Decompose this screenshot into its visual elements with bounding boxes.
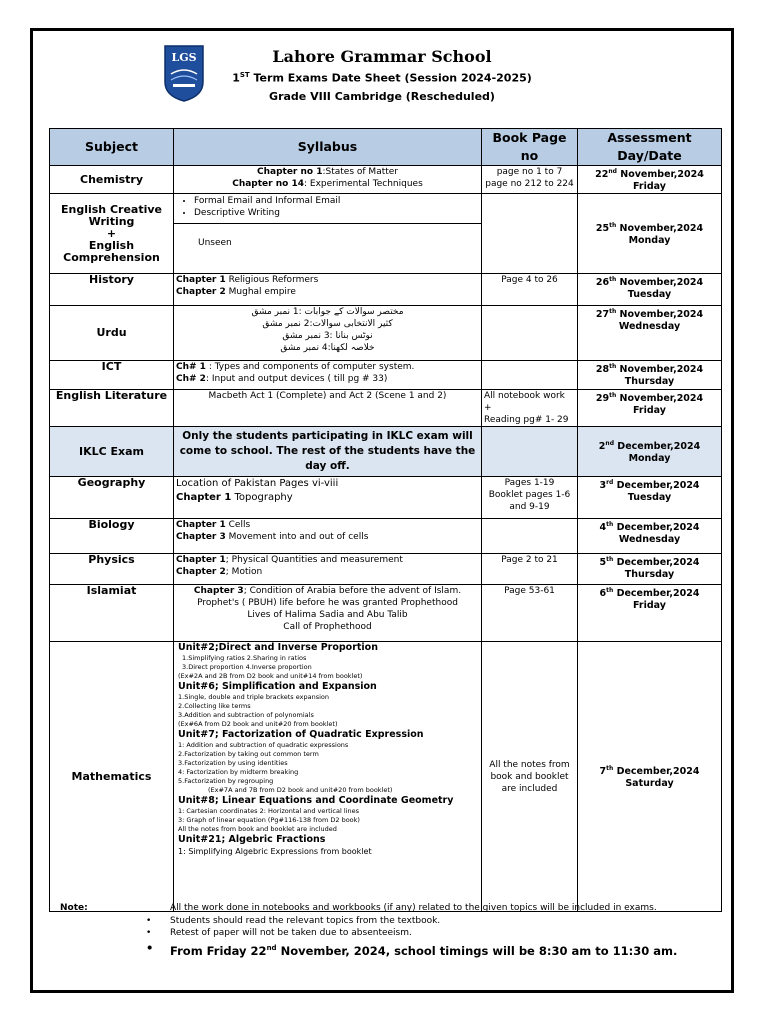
syllabus-urdu: مختصر سوالات کے جوابات :1 نمبر مشق کثیر الانتخابی سوالات:2 نمبر مشق نوٹس بنانا :3 نمبر مشق خلاصہ لکھنا:4 نمبر مشق: [174, 306, 482, 361]
date-urdu: 27th November,2024 Wednesday: [578, 306, 722, 361]
pages-chemistry: page no 1 to 7 page no 212 to 224: [482, 166, 578, 194]
note-item-timings: • From Friday 22nd November, 2024, school timings will be 8:30 am to 11:30 am.: [170, 940, 690, 959]
syllabus-physics: Chapter 1; Physical Quantities and measurement Chapter 2; Motion: [174, 554, 482, 585]
pages-history: Page 4 to 26: [482, 274, 578, 306]
subject-urdu: Urdu: [50, 306, 174, 361]
date-english-literature: 29th November,2024 Friday: [578, 390, 722, 427]
subject-english: English Creative Writing + English Comprehension: [50, 194, 174, 274]
subject-physics: Physics: [50, 554, 174, 585]
header-syllabus: Syllabus: [174, 129, 482, 166]
subject-history: History: [50, 274, 174, 306]
table-row: [50, 306, 722, 361]
syllabus-history: Chapter 1 Religious Reformers Chapter 2 Mughal empire: [174, 274, 482, 306]
note-item: All the work done in notebooks and workbooks (if any) related to the given topics will be included in exams.: [170, 903, 657, 913]
syllabus-mathematics: Unit#2;Direct and Inverse Proportion 1.Simplifying ratios 2.Sharing in ratios 3.Direct proportion 4.Inverse proportion (Ex#2A and 2B from D2 book and unit#14 from booklet) Unit#6; Simplification and Expansion 1.Single, double and triple brackets expansion 2.Collecting like terms 3.Addition and subtraction of polynomials (Ex#6A from D2 book and unit#20 from booklet) Unit#7; Factorization of Quadratic Expression 1: Addition and subtraction of quadratic expressions 2.Factorization by taking out common term 3.Factorization by using identities 4: Factorization by midterm breaking 5.Factorization by regrouping (Ex#7A and 7B from D2 book and unit#20 from booklet) Unit#8; Linear Equations and Coordinate Geometry 1: Cartesian coordinates 2: Horizontal and vertical lines 3: Graph of linear equation (Pg#116-138 from D2 book) All the notes from book and booklet are included Unit#21; Algebric Fractions 1: Simplifying Algebric Expressions from booklet: [174, 642, 482, 912]
grade-title: Grade VIII Cambridge (Rescheduled): [269, 90, 495, 103]
table-row: [50, 166, 722, 194]
date-sheet-table: [49, 128, 722, 912]
pages-urdu: [482, 306, 578, 361]
pages-physics: Page 2 to 21: [482, 554, 578, 585]
subject-ict: ICT: [50, 361, 174, 390]
header-book-page: Book Page no: [482, 129, 578, 166]
date-english: 25th November,2024 Monday: [578, 194, 722, 274]
table-row: [50, 427, 722, 477]
subject-iklc: IKLC Exam: [50, 427, 174, 477]
date-physics: 5th December,2024 Thursday: [578, 554, 722, 585]
syllabus-ict: Ch# 1 : Types and components of computer system. Ch# 2: Input and output devices ( till pg # 33): [174, 361, 482, 390]
syllabus-geography: Location of Pakistan Pages vi-viii Chapter 1 Topography: [174, 477, 482, 519]
table-row: [50, 642, 722, 912]
syllabus-biology: Chapter 1 Cells Chapter 3 Movement into and out of cells: [174, 519, 482, 554]
syllabus-english: • Formal Email and Informal Email • Descriptive Writing Unseen: [174, 194, 482, 274]
header-assessment-date: Assessment Day/Date: [578, 129, 722, 166]
pages-islamiat: Page 53-61: [482, 585, 578, 642]
syllabus-english-literature: Macbeth Act 1 (Complete) and Act 2 (Scene 1 and 2): [174, 390, 482, 427]
date-mathematics: 7th December,2024 Saturday: [578, 642, 722, 912]
pages-biology: [482, 519, 578, 554]
notes-label: Note:: [60, 903, 88, 913]
pages-iklc: [482, 427, 578, 477]
date-sheet-page: [30, 28, 734, 993]
subject-biology: Biology: [50, 519, 174, 554]
pages-geography: Pages 1-19 Booklet pages 1-6 and 9-19: [482, 477, 578, 519]
table-row: [50, 274, 722, 306]
pages-mathematics: All the notes from book and booklet are included: [482, 642, 578, 912]
subject-islamiat: Islamiat: [50, 585, 174, 642]
iklc-message: Only the students participating in IKLC exam will come to school. The rest of the students have the day off.: [174, 427, 482, 477]
syllabus-islamiat: Chapter 3; Condition of Arabia before the advent of Islam. Prophet's ( PBUH) life before he was granted Prophethood Lives of Halima Sadia and Abu Talib Call of Prophethood: [174, 585, 482, 642]
notes-section: [60, 902, 690, 958]
subject-chemistry: Chemistry: [50, 166, 174, 194]
term-title: 1ST Term Exams Date Sheet (Session 2024-2025): [232, 71, 532, 85]
logo-text: LGS: [171, 51, 197, 64]
table-row: [50, 519, 722, 554]
table-header-row: [50, 129, 722, 166]
note-item: • Students should read the relevant topics from the textbook.: [170, 915, 690, 928]
table-row: [50, 585, 722, 642]
table-row: [50, 361, 722, 390]
date-islamiat: 6th December,2024 Friday: [578, 585, 722, 642]
subject-mathematics: Mathematics: [50, 642, 174, 912]
date-iklc: 2nd December,2024 Monday: [578, 427, 722, 477]
date-ict: 28th November,2024 Thursday: [578, 361, 722, 390]
header-subject: Subject: [50, 129, 174, 166]
date-geography: 3rd December,2024 Tuesday: [578, 477, 722, 519]
table-row: [50, 390, 722, 427]
date-history: 26th November,2024 Tuesday: [578, 274, 722, 306]
table-row: [50, 554, 722, 585]
date-chemistry: 22nd November,2024 Friday: [578, 166, 722, 194]
pages-english: [482, 194, 578, 274]
note-item: • Retest of paper will not be taken due to absenteeism.: [170, 927, 690, 940]
subject-geography: Geography: [50, 477, 174, 519]
pages-ict: [482, 361, 578, 390]
table-row: [50, 477, 722, 519]
school-name: Lahore Grammar School: [272, 47, 492, 66]
syllabus-chemistry: Chapter no 1:States of Matter Chapter no 14: Experimental Techniques: [174, 166, 482, 194]
subject-english-literature: English Literature: [50, 390, 174, 427]
date-biology: 4th December,2024 Wednesday: [578, 519, 722, 554]
pages-english-literature: All notebook work + Reading pg# 1- 29: [482, 390, 578, 427]
table-row: [50, 194, 722, 274]
